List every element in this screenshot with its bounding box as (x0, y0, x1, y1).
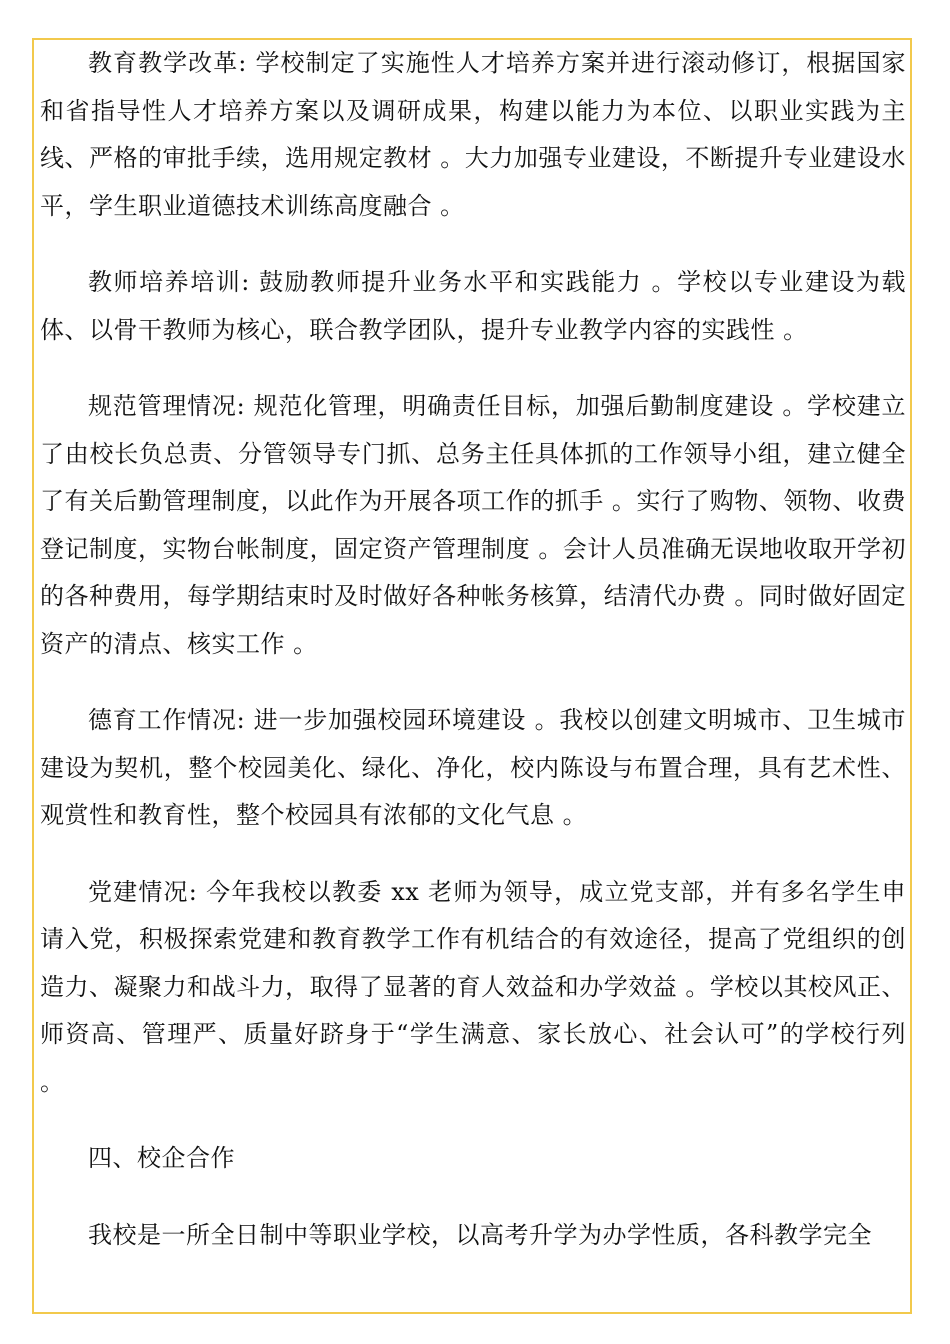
paragraph-teaching-reform: 教育教学改革: 学校制定了实施性人才培养方案并进行滚动修订，根据国家和省指导性人才培养方案以及调研成果，构建以能力为本位、以职业实践为主线、严格的审批手续，选用规定教材 。大力加强专业建设，不断提升专业建设水平，学生职业道德技术训练高度融合 。 (40, 49, 906, 220)
paragraph-school-intro: 我校是一所全日制中等职业学校，以高考升学为办学性质，各科教学完全 (88, 1220, 872, 1249)
paragraph-teacher-training: 教师培养培训: 鼓励教师提升业务水平和实践能力 。学校以专业建设为载体、以骨干教师为核心，联合教学团队，提升专业教学内容的实践性 。 (40, 268, 906, 344)
section-heading-school-enterprise: 四、校企合作 (88, 1144, 235, 1172)
document-body (40, 40, 906, 1259)
paragraph-moral-education: 德育工作情况: 进一步加强校园环境建设 。我校以创建文明城市、卫生城市建设为契机，整个校园美化、绿化、净化，校内陈设与布置合理，具有艺术性、观赏性和教育性，整个校园具有浓郁的文化气息 。 (40, 706, 906, 829)
paragraph-party-building: 党建情况: 今年我校以教委 xx 老师为领导，成立党支部，并有多名学生申请入党，积极探索党建和教育教学工作有机结合的有效途径，提高了党组织的创造力、凝聚力和战斗力，取得了显著的育人效益和办学效益 。学校以其校风正、师资高、管理严、质量好跻身于“学生满意、家长放心、社会认可”的学校行列 。 (40, 877, 906, 1096)
paragraph-management: 规范管理情况: 规范化管理，明确责任目标，加强后勤制度建设 。学校建立了由校长负总责、分管领导专门抓、总务主任具体抓的工作领导小组，建立健全了有关后勤管理制度，以此作为开展各项工作的抓手 。实行了购物、领物、收费登记制度，实物台帐制度，固定资产管理制度 。会计人员准确无误地收取开学初的各种费用，每学期结束时及时做好各种帐务核算，结清代办费 。同时做好固定资产的清点、核实工作 。 (40, 392, 906, 658)
